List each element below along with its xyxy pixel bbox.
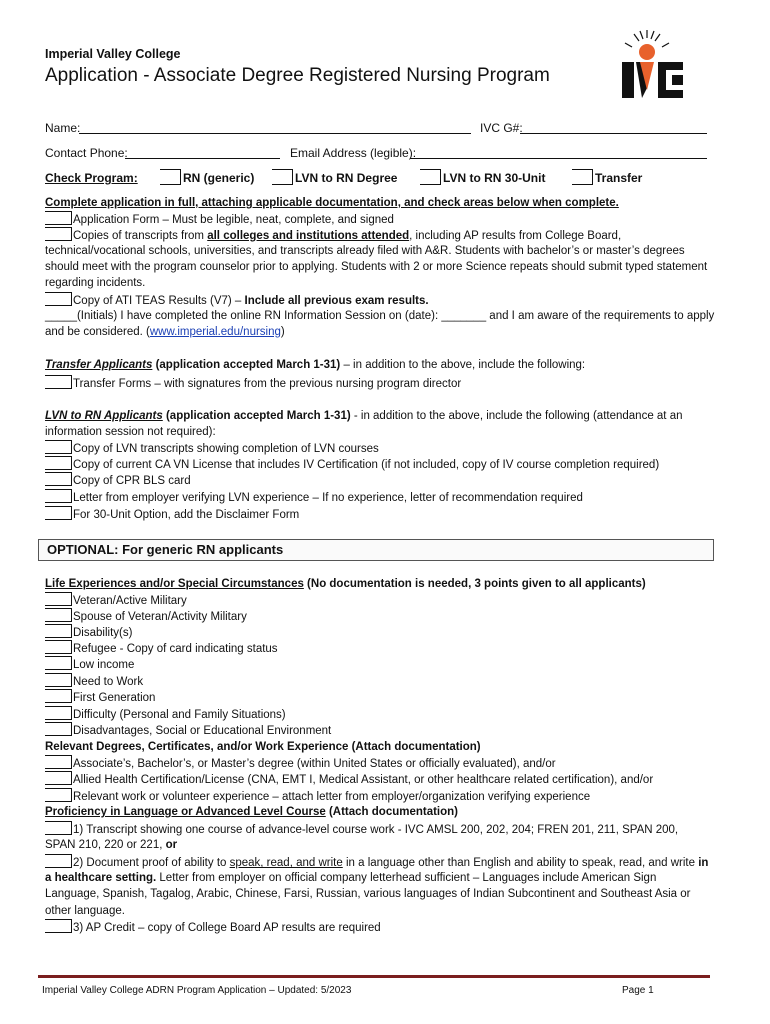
checkbox[interactable] [45, 608, 72, 622]
checkbox[interactable] [45, 375, 72, 389]
email-label: Email Address (legible): [290, 146, 417, 160]
checkbox[interactable] [45, 506, 72, 520]
text-line: a healthcare setting. Letter from employer on official company letterhead sufficient – Languages include American Sign [45, 872, 657, 884]
optional-section-header: OPTIONAL: For generic RN applicants [38, 539, 714, 561]
checkbox[interactable] [45, 211, 72, 225]
checkbox[interactable] [45, 706, 72, 720]
complete-heading: Complete application in full, attaching applicable documentation, and check areas below when complete. [45, 197, 619, 209]
text-line: technical/vocational schools, universities, and transcripts already filed with A&R. Students with bachelor’s or master’s degrees [45, 245, 685, 257]
list-item: Spouse of Veteran/Activity Military [45, 608, 715, 625]
checkbox[interactable] [45, 821, 72, 835]
checkbox[interactable] [45, 854, 72, 868]
list-item: 2) Document proof of ability to speak, read, and write in a language other than English and ability to speak, read, and write in [45, 854, 715, 871]
text-line: should meet with the program counselor prior to applying. Students with 2 or more Science repeats should submit typed statement [45, 261, 708, 273]
list-item: Refugee - Copy of card indicating status [45, 640, 715, 657]
page-number: Page 1 [622, 985, 654, 996]
list-item: Application Form – Must be legible, neat, complete, and signed [45, 211, 715, 228]
list-item: Copy of LVN transcripts showing completion of LVN courses [45, 440, 715, 457]
text-line: other language. [45, 905, 125, 917]
list-item: Transfer Forms – with signatures from the previous nursing program director [45, 375, 715, 392]
text-line: regarding incidents. [45, 277, 146, 289]
college-name: Imperial Valley College [45, 47, 181, 61]
text-line: SPAN 210, 220 or 221, or [45, 839, 178, 851]
list-item: Copy of ATI TEAS Results (V7) – Include all previous exam results. [45, 292, 715, 309]
program-option-lvn-degree[interactable]: LVN to RN Degree [272, 169, 397, 185]
initials-line: _____(Initials) I have completed the online RN Information Session on (date): _______ and I am aware of the requirements to apply [45, 310, 715, 322]
ivc-label: IVC G#: [480, 121, 523, 135]
checkbox[interactable] [160, 169, 181, 185]
checkbox[interactable] [45, 624, 72, 638]
degrees-heading: Relevant Degrees, Certificates, and/or Work Experience (Attach documentation) [45, 741, 481, 753]
checkbox[interactable] [45, 440, 72, 454]
checkbox[interactable] [45, 755, 72, 769]
transfer-heading: Transfer Applicants (application accepted March 1-31) – in addition to the above, include the following: [45, 359, 586, 371]
checkbox[interactable] [45, 771, 72, 785]
checkbox[interactable] [45, 919, 72, 933]
text-line: information session not required): [45, 426, 216, 438]
footer-text: Imperial Valley College ADRN Program Application – Updated: 5/2023 [42, 985, 352, 996]
nursing-link[interactable]: www.imperial.edu/nursing [149, 326, 281, 338]
checkbox[interactable] [45, 489, 72, 503]
language-heading: Proficiency in Language or Advanced Level Course (Attach documentation) [45, 806, 459, 818]
page-title: Application - Associate Degree Registered Nursing Program [45, 65, 550, 86]
list-item: Relevant work or volunteer experience – attach letter from employer/organization verifying experience [45, 788, 715, 805]
checkbox[interactable] [45, 292, 72, 306]
phone-label: Contact Phone: [45, 146, 128, 160]
list-item: 1) Transcript showing one course of advance-level course work - IVC AMSL 200, 202, 204; FREN 201, 211, SPAN 200, [45, 821, 715, 838]
list-item: Veteran/Active Military [45, 592, 715, 609]
program-option-transfer[interactable]: Transfer [572, 169, 642, 185]
checkbox[interactable] [45, 227, 72, 241]
list-item: Difficulty (Personal and Family Situations) [45, 706, 715, 723]
list-item: Allied Health Certification/License (CNA, EMT I, Medical Assistant, or other healthcare related certification), and/or [45, 771, 715, 788]
list-item: Copy of current CA VN License that includes IV Certification (if not included, copy of IV course completion required) [45, 456, 715, 473]
life-heading: Life Experiences and/or Special Circumstances (No documentation is needed, 3 points given to all applicants) [45, 578, 646, 590]
checkbox[interactable] [572, 169, 593, 185]
text-line: and be considered. (www.imperial.edu/nursing) [45, 326, 285, 338]
check-program-label: Check Program: [45, 171, 138, 185]
text-line: Language, Spanish, Tagalog, Arabic, Chinese, Farsi, Russian, various languages of Indian Subcontinent and Southeast Asia or [45, 888, 691, 900]
ivc-field[interactable] [520, 133, 707, 134]
list-item: Disadvantages, Social or Educational Environment [45, 722, 715, 739]
list-item: Associate’s, Bachelor’s, or Master’s degree (within United States or officially evaluated), and/or [45, 755, 715, 772]
checkbox[interactable] [45, 592, 72, 606]
phone-field[interactable] [125, 158, 280, 159]
list-item: Need to Work [45, 673, 715, 690]
checkbox[interactable] [45, 689, 72, 703]
checkbox[interactable] [45, 788, 72, 802]
list-item: Letter from employer verifying LVN experience – If no experience, letter of recommendation required [45, 489, 715, 506]
lvn-heading: LVN to RN Applicants (application accepted March 1-31) - in addition to the above, include the following (attendance at an [45, 410, 683, 422]
list-item: Low income [45, 656, 715, 673]
program-option-lvn-30[interactable]: LVN to RN 30-Unit [420, 169, 545, 185]
list-item: Disability(s) [45, 624, 715, 641]
checkbox[interactable] [45, 722, 72, 736]
checkbox[interactable] [45, 472, 72, 486]
checkbox[interactable] [45, 673, 72, 687]
checkbox[interactable] [272, 169, 293, 185]
ivc-logo-icon [610, 28, 685, 100]
name-label: Name: [45, 121, 81, 135]
checkbox[interactable] [45, 456, 72, 470]
checkbox[interactable] [420, 169, 441, 185]
list-item: Copies of transcripts from all colleges and institutions attended, including AP results from College Board, [45, 227, 715, 244]
checkbox[interactable] [45, 640, 72, 654]
list-item: Copy of CPR BLS card [45, 472, 715, 489]
list-item: For 30-Unit Option, add the Disclaimer Form [45, 506, 715, 523]
list-item: 3) AP Credit – copy of College Board AP results are required [45, 919, 715, 936]
program-option-rn[interactable]: RN (generic) [160, 169, 254, 185]
footer-rule [38, 975, 710, 978]
checkbox[interactable] [45, 656, 72, 670]
name-field[interactable] [79, 133, 471, 134]
email-field[interactable] [410, 158, 707, 159]
list-item: First Generation [45, 689, 715, 706]
